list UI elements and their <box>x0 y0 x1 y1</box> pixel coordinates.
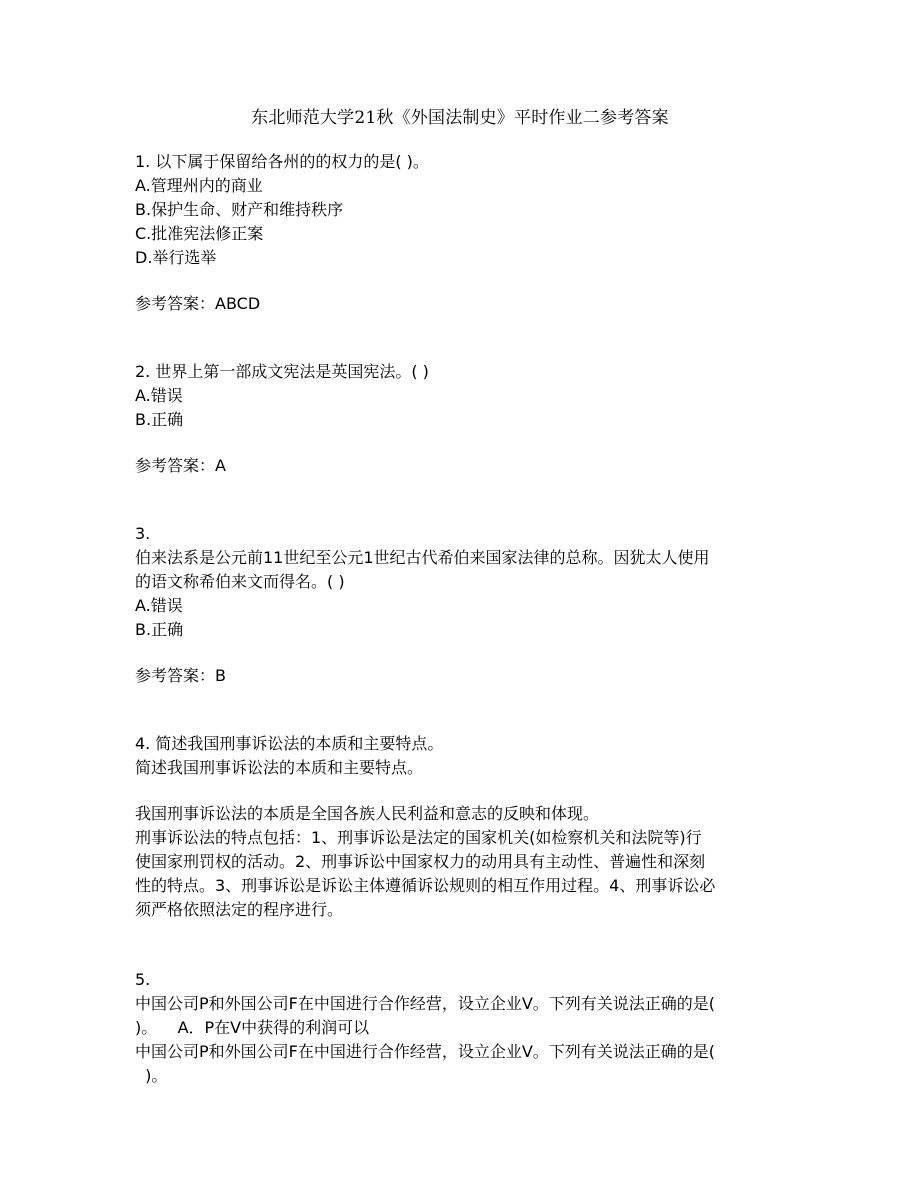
question-4-answer-line-2: 刑事诉讼法的特点包括：1、刑事诉讼是法定的国家机关(如检察机关和法院等)行 <box>135 828 702 847</box>
question-2-option-a: A.错误 <box>135 386 183 405</box>
question-4-answer <box>135 802 795 922</box>
question-3-stem-line-1: 伯来法系是公元前11世纪至公元1世纪古代希伯来国家法律的总称。因犹太人使用 <box>135 548 710 567</box>
page-title: 东北师范大学21秋《外国法制史》平时作业二参考答案 <box>251 108 669 128</box>
question-2-option-b: B.正确 <box>135 410 184 429</box>
question-1-option-c: C.批准宪法修正案 <box>135 224 264 243</box>
question-3-option-a: A.错误 <box>135 596 183 615</box>
question-1-option-a: A.管理州内的商业 <box>135 176 263 195</box>
question-1-answer: 参考答案：ABCD <box>135 294 261 313</box>
question-1-title: 1. 以下属于保留给各州的的权力的是( )。 <box>135 152 429 171</box>
question-3 <box>135 522 795 688</box>
question-1 <box>135 150 795 316</box>
question-3-number: 3. <box>135 524 151 543</box>
question-5-stem-line-3: 中国公司P和外国公司F在中国进行合作经营，设立企业V。下列有关说法正确的是( <box>135 1042 716 1061</box>
question-1-option-d: D.举行选举 <box>135 248 217 267</box>
question-4-answer-line-3: 使国家刑罚权的活动。2、刑事诉讼中国家权力的动用具有主动性、普遍性和深刻 <box>135 852 706 871</box>
question-4-title: 4. 简述我国刑事诉讼法的本质和主要特点。 <box>135 734 444 753</box>
question-3-stem-line-2: 的语文称希伯来文而得名。( ) <box>135 572 345 591</box>
question-5-number: 5. <box>135 970 151 989</box>
question-4 <box>135 732 795 922</box>
question-2-title: 2. 世界上第一部成文宪法是英国宪法。( ) <box>135 362 429 381</box>
question-4-answer-line-1: 我国刑事诉讼法的本质是全国各族人民利益和意志的反映和体现。 <box>135 804 600 823</box>
question-4-answer-line-4: 性的特点。3、刑事诉讼是诉讼主体遵循诉讼规则的相互作用过程。4、刑事诉讼必 <box>135 876 716 895</box>
question-3-option-b: B.正确 <box>135 620 184 639</box>
document-body <box>135 150 795 1088</box>
question-2-answer: 参考答案：A <box>135 456 226 475</box>
question-5-stem-line-4: )。 <box>135 1066 168 1085</box>
question-2 <box>135 360 795 478</box>
question-5-stem-line-1: 中国公司P和外国公司F在中国进行合作经营，设立企业V。下列有关说法正确的是( <box>135 994 716 1013</box>
question-5 <box>135 968 795 1088</box>
question-4-stem-line-1: 简述我国刑事诉讼法的本质和主要特点。 <box>135 758 424 777</box>
question-4-answer-line-5: 须严格依照法定的程序进行。 <box>135 900 344 919</box>
question-3-answer: 参考答案：B <box>135 666 226 685</box>
question-5-stem-line-2: )。 A．P在V中获得的利润可以 <box>135 1018 370 1037</box>
question-1-option-b: B.保护生命、财产和维持秩序 <box>135 200 344 219</box>
